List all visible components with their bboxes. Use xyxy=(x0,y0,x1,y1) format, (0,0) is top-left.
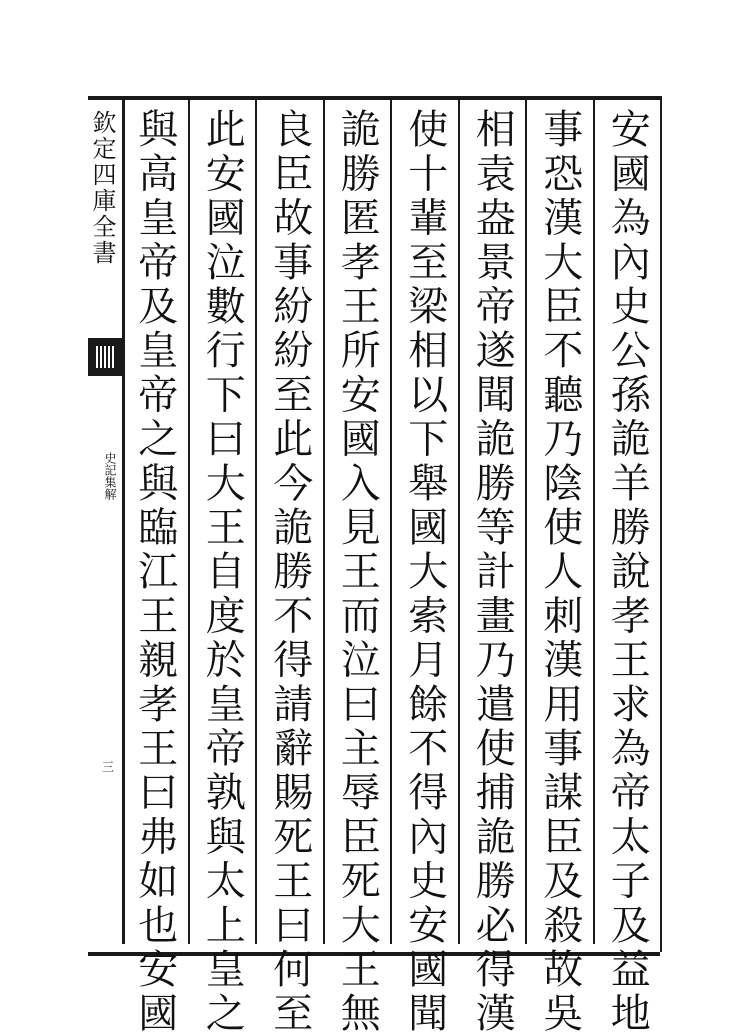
column-text: 良臣故事紛紛至此今詭勝不得請辭賜死王曰何至 xyxy=(266,108,313,1036)
text-column xyxy=(525,100,593,1036)
text-column xyxy=(593,100,661,1036)
text-column xyxy=(323,100,391,1036)
text-column xyxy=(122,100,188,1036)
text-column xyxy=(255,100,323,1036)
margin-title: 欽定四庫全書 xyxy=(88,110,116,266)
column-text: 安國為內史公孫詭羊勝說孝王求為帝太子及益地 xyxy=(604,108,651,1036)
column-text: 與高皇帝及皇帝之與臨江王親孝王曰弗如也安國 xyxy=(131,108,178,1036)
text-columns xyxy=(122,100,660,1036)
page-number: 三 xyxy=(101,760,114,774)
column-text: 相袁盎景帝遂聞詭勝等計畫乃遣使捕詭勝必得漢 xyxy=(469,108,516,1036)
column-text: 使十輩至梁相以下舉國大索月餘不得內史安國聞 xyxy=(401,108,448,1036)
column-text: 詭勝匿孝王所安國入見王而泣曰主辱臣死大王無 xyxy=(334,108,381,1036)
text-column xyxy=(188,100,256,1036)
book-name: 史記集解 xyxy=(103,452,117,500)
page-border-right xyxy=(660,96,662,952)
text-column xyxy=(390,100,458,1036)
fish-tail-mark xyxy=(88,338,122,376)
column-text: 事恐漢大臣不聽乃陰使人刺漢用事謀臣及殺故吳 xyxy=(536,108,583,1036)
text-column xyxy=(458,100,526,1036)
column-text: 此安國泣數行下曰大王自度於皇帝孰與太上皇之 xyxy=(199,108,246,1036)
